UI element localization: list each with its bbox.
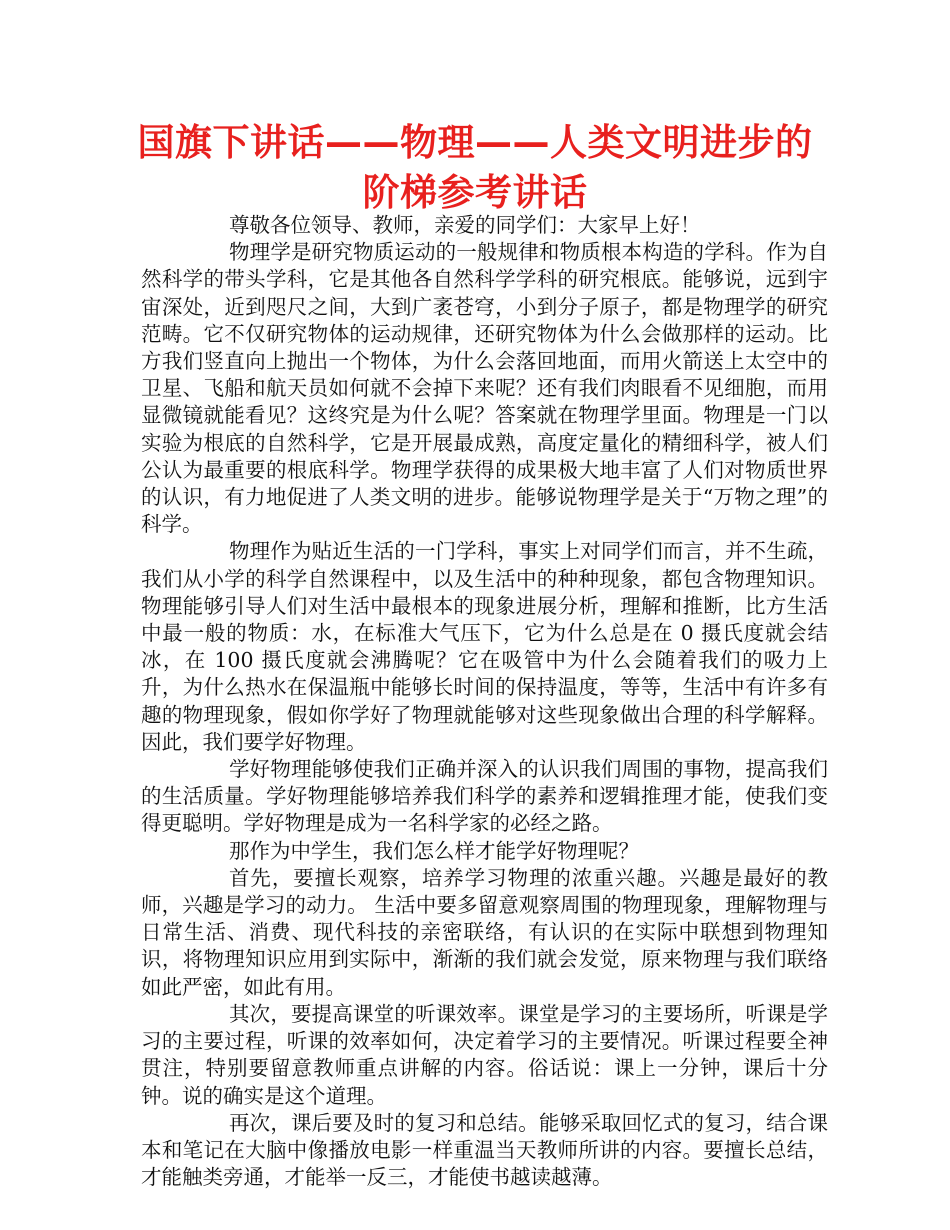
document-title: 国旗下讲话——物理——人类文明进步的阶梯参考讲话 (137, 121, 813, 214)
document-body (141, 212, 828, 1191)
paragraph-second-point: 其次，要提高课堂的听课效率。课堂是学习的主要场所，听课是学习的主要过程，听课的效率如何，决定着学习的主要情况。听课过程要全神贯注，特别要留意教师重点讲解的内容。俗话说：课上一分钟，课后十分钟。说的确实是这个道理。 (141, 1001, 828, 1108)
paragraph-benefits: 学好物理能够使我们正确并深入的认识我们周围的事物，提高我们的生活质量。学好物理能够培养我们科学的素养和逻辑推理才能，使我们变得更聪明。学好物理是成为一名科学家的必经之路。 (141, 757, 828, 836)
paragraph-question: 那作为中学生，我们怎么样才能学好物理呢？ (229, 838, 639, 863)
paragraph-first-point: 首先，要擅长观察，培养学习物理的浓重兴趣。兴趣是最好的教师，兴趣是学习的动力。 生活中要多留意观察周围的物理现象，理解物理与日常生活、消费、现代科技的亲密联络，有认识的在实际中联想到物理知识，将物理知识应用到实际中，渐渐的我们就会发觉，原来物理与我们联络如此严密，如此有用。 (141, 865, 828, 999)
paragraph-physics-in-life: 物理作为贴近生活的一门学科，事实上对同学们而言，并不生疏，我们从小学的科学自然课程中，以及生活中的种种现象，都包含物理知识。物理能够引导人们对生活中最根本的现象进展分析，理解和推断，比方生活中最一般的物质：水，在标准大气压下，它为什么总是在 0 摄氏度就会结冰，在 100 摄氏度就会沸腾呢？它在吸管中为什么会随着我们的吸力上升，为什么热水在保温瓶中能够长时间的保持温度，等等，生活中有许多有趣的物理现象，假如你学好了物理就能够对这些现象做出合理的科学解释。因此，我们要学好物理。 (141, 539, 828, 754)
paragraph-third-point: 再次，课后要及时的复习和总结。能够采取回忆式的复习，结合课本和笔记在大脑中像播放电影一样重温当天教师所讲的内容。要擅长总结，才能触类旁通，才能举一反三，才能使书越读越薄。 (141, 1110, 828, 1190)
paragraph-greeting: 尊敬各位领导、教师，亲爱的同学们：大家早上好！ (229, 213, 701, 237)
paragraph-physics-definition: 物理学是研究物质运动的一般规律和物质根本构造的学科。作为自然科学的带头学科，它是其他各自然科学学科的研究根底。能够说，远到宇宙深处，近到咫尺之间，大到广袤苍穹，小到分子原子，都是物理学的研究范畴。它不仅研究物体的运动规律，还研究物体为什么会做那样的运动。比方我们竖直向上抛出一个物体，为什么会落回地面，而用火箭送上太空中的卫星、飞船和航天员如何就不会掉下来呢？还有我们肉眼看不见细胞，而用显微镜就能看见？这终究是为什么呢？答案就在物理学里面。物理是一门以实验为根底的自然科学，它是开展最成熟，高度定量化的精细科学，被人们公认为最重要的根底科学。物理学获得的成果极大地丰富了人们对物质世界的认识，有力地促进了人类文明的进步。能够说物理学是关于“万物之理”的科学。 (141, 240, 828, 537)
